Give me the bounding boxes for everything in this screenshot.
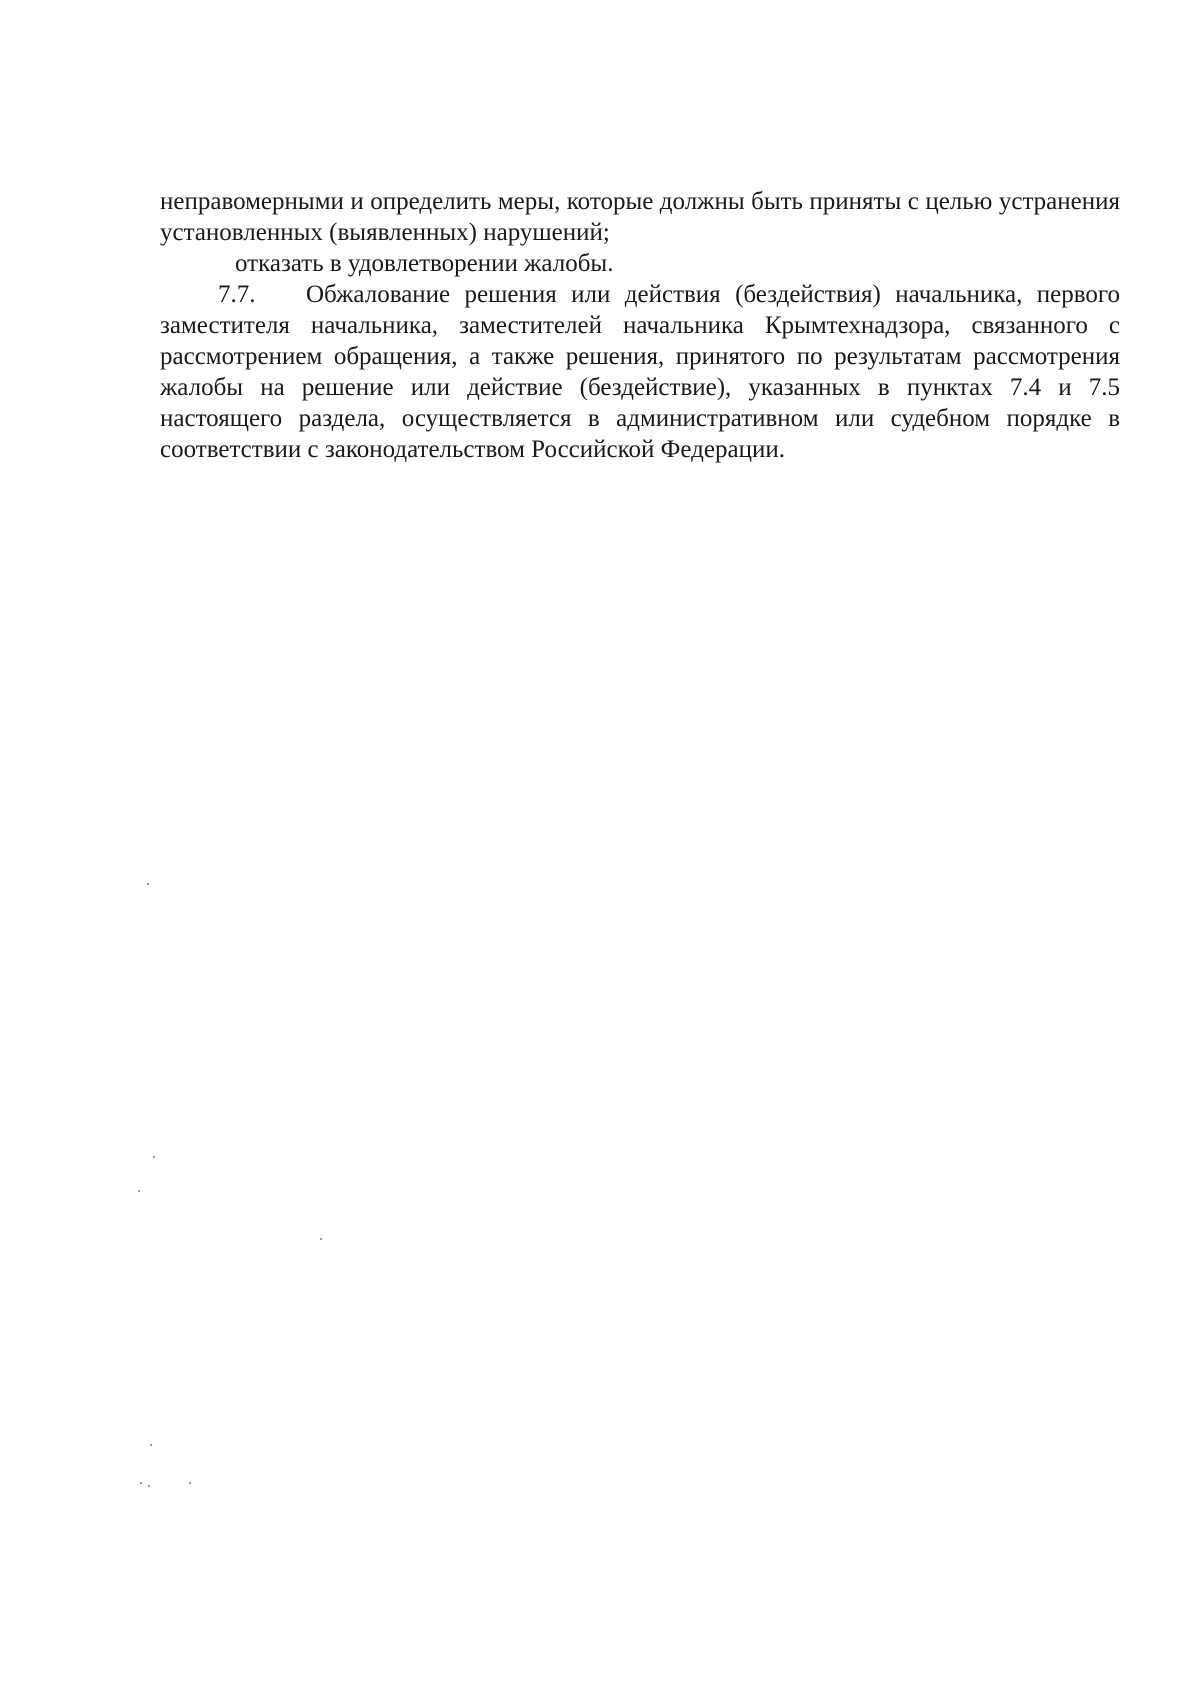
scan-speck <box>150 1444 152 1446</box>
scan-speck <box>189 1482 191 1484</box>
paragraph-item-7-7 <box>160 279 1120 465</box>
scan-speck <box>153 1156 155 1158</box>
item-text: Обжалование решения или действия (бездействия) начальника, первого заместителя начальника, заместителей начальника Крымтехнадзора, связанного с рассмотрением обращения, а также решения, принятого по результатам рассмотрения жалобы на решение или действие (бездействие), указанных в пунктах 7.4 и 7.5 настоящего раздела, осуществляется в административном или судебном порядке в соответствии с законодательством Российской Федерации. <box>160 281 1120 463</box>
document-body <box>160 186 1120 465</box>
scan-speck <box>140 1482 142 1484</box>
paragraph-continuation: неправомерными и определить меры, которые должны быть приняты с целью устранения установленных (выявленных) нарушений; <box>160 188 1120 246</box>
scan-speck <box>138 1190 140 1192</box>
paragraph-refuse-complaint: отказать в удовлетворении жалобы. <box>235 250 614 277</box>
item-number: 7.7. <box>218 281 256 308</box>
scan-speck <box>320 1238 322 1240</box>
scan-speck <box>147 883 149 885</box>
scan-speck <box>148 1485 150 1487</box>
